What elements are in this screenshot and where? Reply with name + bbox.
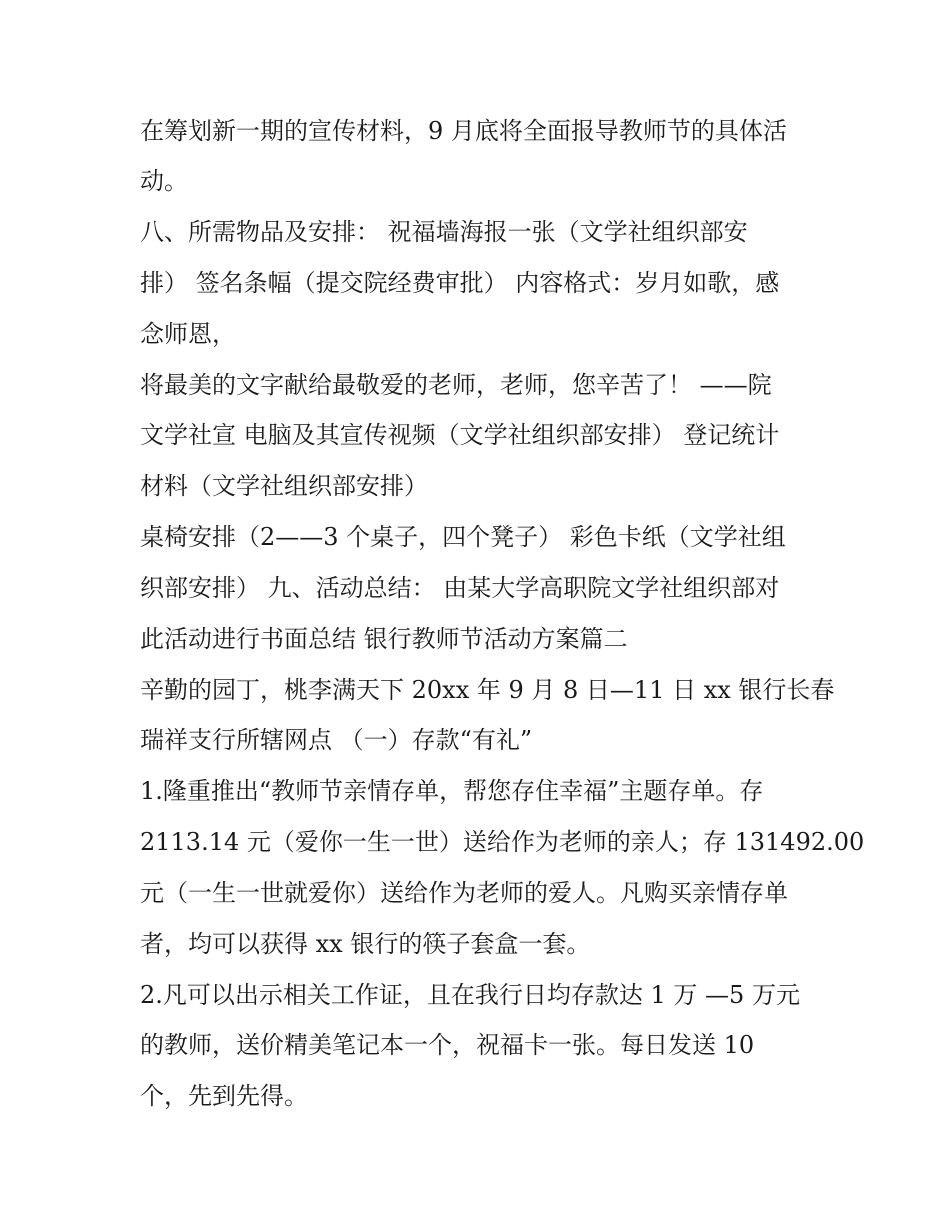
text-line: 文学社宣 电脑及其宣传视频（文学社组织部安排） 登记统计 bbox=[140, 421, 780, 449]
text-line: 元（一生一世就爱你）送给作为老师的爱人。凡购买亲情存单 bbox=[140, 879, 788, 907]
text-line: 织部安排） 九、活动总结： 由某大学高职院文学社组织部对 bbox=[140, 574, 780, 602]
text-line: 桌椅安排（2——3 个桌子，四个凳子） 彩色卡纸（文学社组 bbox=[140, 523, 786, 551]
text-line: 排） 签名条幅（提交院经费审批） 内容格式：岁月如歌，感 bbox=[140, 269, 780, 297]
text-line: 瑞祥支行所辖网点 （一）存款“有礼” bbox=[140, 726, 533, 754]
text-line: 将最美的文字献给最敬爱的老师，老师，您辛苦了！ ——院 bbox=[140, 371, 772, 399]
text-line: 1.隆重推出“教师节亲情存单，帮您存住幸福”主题存单。存 bbox=[140, 777, 764, 805]
text-line: 辛勤的园丁，桃李满天下 20xx 年 9 月 8 日—11 日 xx 银行长春 bbox=[140, 676, 835, 704]
text-line: 2.凡可以出示相关工作证，且在我行日均存款达 1 万 —5 万元 bbox=[140, 981, 800, 1009]
text-line: 材料（文学社组织部安排） bbox=[140, 472, 428, 500]
text-line: 的教师，送价精美笔记本一个，祝福卡一张。每日发送 10 bbox=[140, 1031, 755, 1059]
text-line: 者，均可以获得 xx 银行的筷子套盒一套。 bbox=[140, 930, 591, 958]
text-line: 个，先到先得。 bbox=[140, 1082, 308, 1110]
text-line: 2113.14 元（爱你一生一世）送给作为老师的亲人；存 131492.00 bbox=[140, 828, 865, 856]
text-line: 在筹划新一期的宣传材料，9 月底将全面报导教师节的具体活 bbox=[140, 117, 787, 145]
text-line: 此活动进行书面总结 银行教师节活动方案篇二 bbox=[140, 625, 628, 653]
text-line: 念师恩， bbox=[140, 320, 236, 348]
text-line: 动。 bbox=[140, 167, 188, 195]
text-line: 八、所需物品及安排： 祝福墙海报一张（文学社组织部安 bbox=[140, 218, 748, 246]
